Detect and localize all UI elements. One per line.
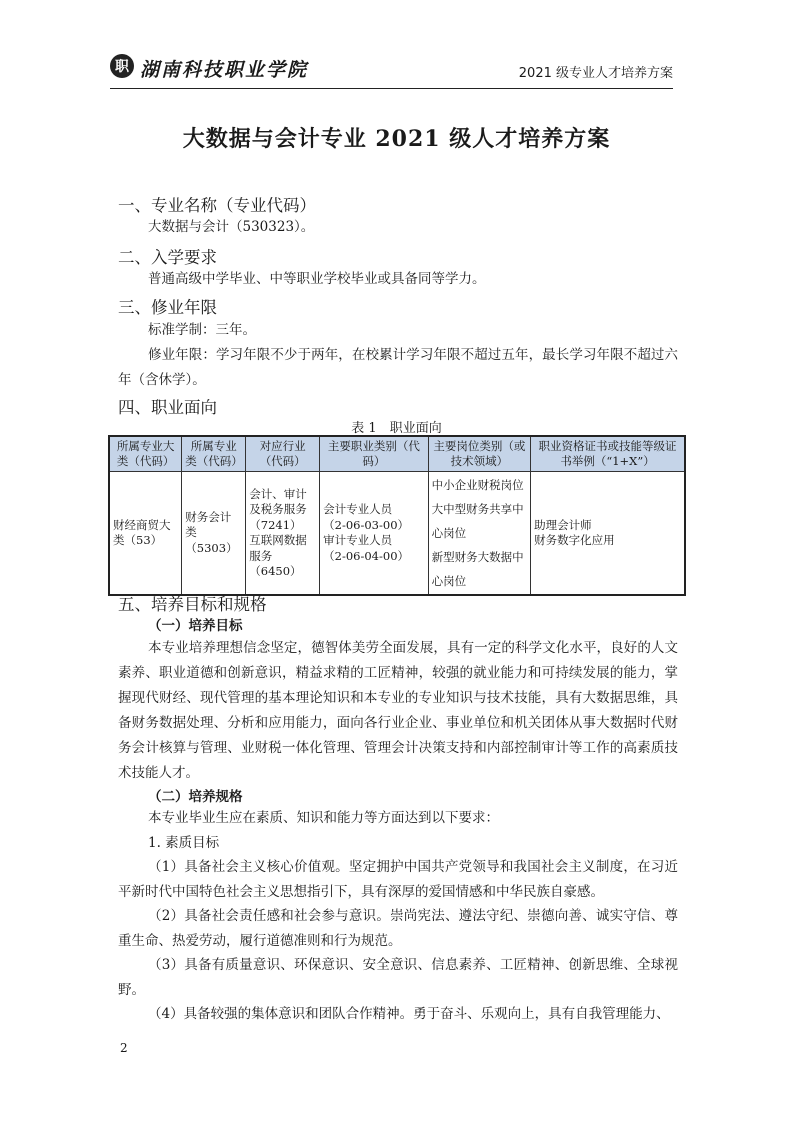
position-line: 中小企业财税岗位 [431,478,524,492]
industry-line: 会计、审计及税务服务 [249,486,307,516]
school-name: 湖南科技职业学院 [140,59,309,81]
section-heading-1: 一、专业名称（专业代码） [118,196,316,215]
section-heading-5: 五、培养目标和规格 [118,595,267,614]
page-title: 大数据与会计专业 2021 级人才培养方案 [182,126,611,152]
table-caption: 表 1 职业面向 [351,421,442,436]
spec-intro: 本专业毕业生应在素质、知识和能力等方面达到以下要求： [148,810,499,826]
subheading-goal: （一）培养目标 [148,618,243,634]
section-3-text-2: 修业年限：学习年限不少于两年，在校累计学习年限不超过五年，最长学习年限不超过六年（含休学）。 [118,347,678,388]
item-quality-goals: 1. 素质目标 [148,835,220,851]
section-2-text: 普通高级中学毕业、中等职业学校毕业或具备同等学力。 [148,271,486,287]
table-cell-positions [428,472,530,596]
table-header-cell: 主要岗位类别（或技术领域） [428,436,530,472]
quality-item-2: （2）具备社会责任感和社会参与意识。崇尚宪法、遵法守纪、崇德向善、诚实守信、尊重生命、热爱劳动，履行道德准则和行为规范。 [118,908,678,949]
industry-line: （7241） [249,517,302,532]
occupation-line: 审计专业人员 [323,533,393,547]
header-doc-title: 2021 级专业人才培养方案 [518,66,673,81]
position-line: 大中型财务共享中心岗位 [431,502,524,540]
career-table [108,435,686,596]
occupation-line: （2-06-03-00） [323,517,410,532]
table-row [109,472,685,596]
table-header-cell: 所属专业类（代码） [182,436,246,472]
school-logo-icon: 职 [110,54,134,78]
table-cell-occupation [320,472,428,596]
section-heading-2: 二、入学要求 [118,248,217,267]
table-header-cell: 职业资格证书或技能等级证书举例（“1+X”） [531,436,685,472]
goal-text: 本专业培养理想信念坚定，德智体美劳全面发展，具有一定的科学文化水平，良好的人文素养、职业道德和创新意识，精益求精的工匠精神，较强的就业能力和可持续发展的能力，掌握现代财经、现代管理的基本理论知识和本专业的专业知识与技术技能，具有大数据思维，具备财务数据处理、分析和应用能力，面向各行业企业、事业单位和机关团体从事大数据时代财务会计核算与管理、业财税一体化管理、管理会计决策支持和内部控制审计等工作的高素质技术技能人才。 [118,640,678,781]
table-header-cell: 对应行业（代码） [246,436,320,472]
table-header-cell: 所属专业大类（代码） [109,436,182,472]
table-cell-major-class: 财务会计类（5303） [182,472,246,596]
table-cell-major-category: 财经商贸大类（53） [109,472,182,596]
page-header [110,52,673,89]
quality-item-1: （1）具备社会主义核心价值观。坚定拥护中国共产党领导和我国社会主义制度，在习近平新时代中国特色社会主义思想指引下，具有深厚的爱国情感和中华民族自豪感。 [118,859,678,900]
table-cell-certificates [531,472,685,596]
section-1-text: 大数据与会计（530323）。 [148,219,315,235]
table-cell-industry [246,472,320,596]
position-line: 新型财务大数据中心岗位 [431,550,524,588]
quality-item-3: （3）具备有质量意识、环保意识、安全意识、信息素养、工匠精神、创新思维、全球视野。 [118,957,678,998]
occupation-line: （2-06-04-00） [323,548,410,563]
quality-item-4: （4）具备较强的集体意识和团队合作精神。勇于奋斗、乐观向上，具有自我管理能力、 [148,1006,670,1022]
table-header-row [109,436,685,472]
subheading-spec: （二）培养规格 [148,789,243,805]
section-3-text-1: 标准学制：三年。 [148,322,256,338]
table-header-cell: 主要职业类别（代码） [320,436,428,472]
industry-line: 互联网数据服务（6450） [249,533,307,578]
certificate-line: 助理会计师 [534,517,592,532]
section-heading-4: 四、职业面向 [118,398,217,417]
occupation-line: 会计专业人员 [323,502,393,516]
certificate-line: 财务数字化应用 [534,533,615,547]
page-number: 2 [120,1041,128,1055]
section-heading-3: 三、修业年限 [118,298,217,317]
